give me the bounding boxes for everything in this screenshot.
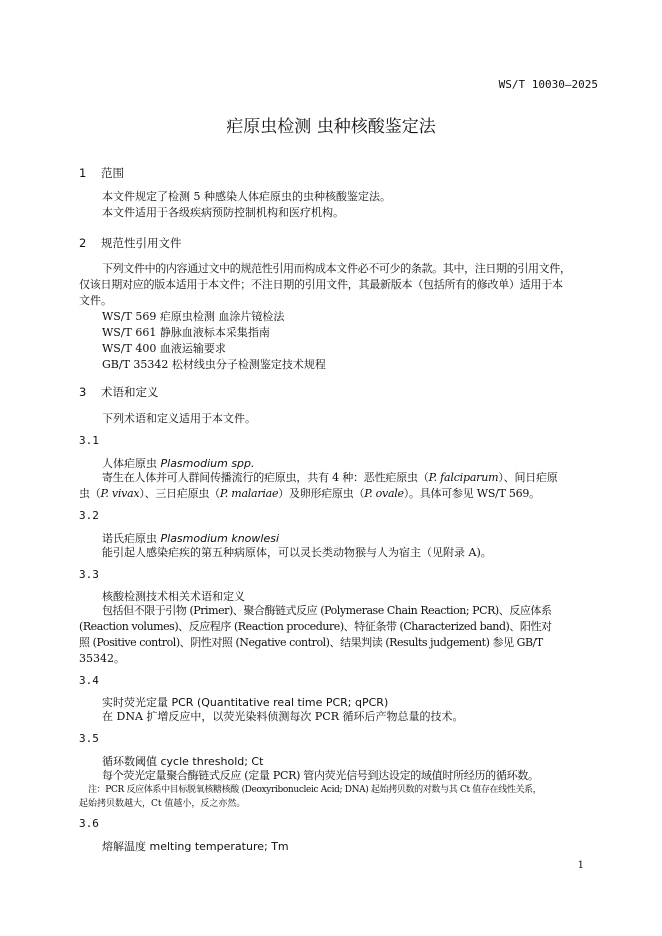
standard-number: WS/T 10030—2025 bbox=[498, 78, 598, 91]
term-heading bbox=[102, 530, 279, 546]
clause-number: 3.3 bbox=[79, 568, 99, 581]
text-run: 寄生在人体并可人群间传播流行的疟原虫，共有 4 种：恶性疟原虫（ bbox=[102, 471, 429, 484]
section-number: 2 bbox=[79, 236, 87, 250]
term-heading: 核酸检测技术相关术语和定义 bbox=[102, 590, 245, 603]
reference-item: WS/T 661 静脉血液标本采集指南 bbox=[102, 326, 270, 339]
paragraph-line: 仅该日期对应的版本适用于本文件；不注日期的引用文件，其最新版本（包括所有的修改单）适用于本 bbox=[79, 278, 563, 291]
definition: 在 DNA 扩增反应中，以荧光染料侦测每次 PCR 循环后产物总量的技术。 bbox=[102, 710, 464, 723]
text-run: ）及卵形疟原虫（ bbox=[278, 487, 365, 500]
reference-item: WS/T 569 疟原虫检测 血涂片镜检法 bbox=[102, 310, 285, 323]
term-heading bbox=[102, 455, 255, 471]
species-name: P. malariae bbox=[219, 487, 279, 500]
paragraph: 本文件适用于各级疾病预防控制机构和医疗机构。 bbox=[102, 206, 344, 219]
section-title: 术语和定义 bbox=[101, 385, 159, 399]
document-title: 疟原虫检测 虫种核酸鉴定法 bbox=[226, 117, 436, 137]
species-name: P. falciparum bbox=[428, 471, 499, 484]
term-latin: Plasmodium knowlesi bbox=[160, 532, 280, 545]
text-run: ）、三日疟原虫（ bbox=[139, 487, 220, 500]
clause-number: 3.4 bbox=[79, 674, 99, 687]
term-chinese: 人体疟原虫 bbox=[102, 457, 157, 470]
paragraph: 下列术语和定义适用于本文件。 bbox=[102, 412, 256, 425]
paragraph-line: 下列文件中的内容通过文中的规范性引用而构成本文件必不可少的条款。其中，注日期的引用文件， bbox=[102, 262, 571, 275]
definition-line: 35342。 bbox=[79, 652, 125, 665]
section-number: 1 bbox=[79, 166, 87, 180]
species-name: P. ovale bbox=[364, 487, 404, 500]
section-number: 3 bbox=[79, 385, 87, 399]
clause-number: 3.1 bbox=[79, 434, 99, 447]
reference-item: GB/T 35342 松材线虫分子检测鉴定技术规程 bbox=[102, 358, 326, 371]
definition-line: 包括但不限于引物 (Primer)、聚合酶链式反应 (Polymerase Chain Reaction; PCR)、反应体系 bbox=[102, 604, 552, 617]
text-run: 虫（ bbox=[79, 487, 101, 500]
definition: 能引起人感染疟疾的第五种病原体，可以灵长类动物猴与人为宿主（见附录 A)。 bbox=[102, 546, 492, 559]
note-line: 注：PCR 反应体系中目标脱氧核糖核酸 (Deoxyribonucleic Acid; DNA) 起始拷贝数的对数与其 Ct 值存在线性关系， bbox=[88, 785, 542, 795]
definition-line bbox=[79, 486, 540, 502]
clause-number: 3.2 bbox=[79, 509, 99, 522]
text-run: ）。具体可参见 WS/T 569。 bbox=[403, 487, 540, 500]
paragraph: 本文件规定了检测 5 种感染人体疟原虫的虫种核酸鉴定法。 bbox=[102, 190, 391, 203]
term-heading: 实时荧光定量 PCR (Quantitative real time PCR; qPCR) bbox=[102, 696, 389, 709]
species-name: P. vivax bbox=[100, 487, 140, 500]
definition: 每个荧光定量聚合酶链式反应 (定量 PCR) 管内荧光信号到达设定的域值时所经历的循环数。 bbox=[102, 769, 539, 782]
page-number: 1 bbox=[577, 860, 584, 871]
definition-line bbox=[102, 470, 558, 486]
section-2-heading bbox=[79, 235, 182, 251]
definition-line: 照 (Positive control)、阴性对照 (Negative control)、结果判读 (Results judgement) 参见 GB/T bbox=[79, 636, 543, 649]
term-heading: 循环数阈值 cycle threshold; Ct bbox=[102, 755, 264, 768]
definition-line: (Reaction volumes)、反应程序 (Reaction procedure)、特征条带 (Characterized band)、阳性对 bbox=[79, 620, 552, 633]
paragraph-line: 文件。 bbox=[79, 294, 112, 307]
note-line: 起始拷贝数越大，Ct 值越小，反之亦然。 bbox=[79, 799, 246, 809]
section-3-heading bbox=[79, 384, 159, 400]
section-1-heading bbox=[79, 165, 124, 181]
term-chinese: 诺氏疟原虫 bbox=[102, 532, 157, 545]
clause-number: 3.6 bbox=[79, 817, 99, 830]
clause-number: 3.5 bbox=[79, 732, 99, 745]
reference-item: WS/T 400 血液运输要求 bbox=[102, 342, 226, 355]
term-latin: Plasmodium spp. bbox=[160, 457, 255, 470]
section-title: 规范性引用文件 bbox=[101, 236, 182, 250]
term-heading: 熔解温度 melting temperature; Tm bbox=[102, 840, 289, 853]
text-run: ）、间日疟原 bbox=[498, 471, 558, 484]
section-title: 范围 bbox=[101, 166, 124, 180]
